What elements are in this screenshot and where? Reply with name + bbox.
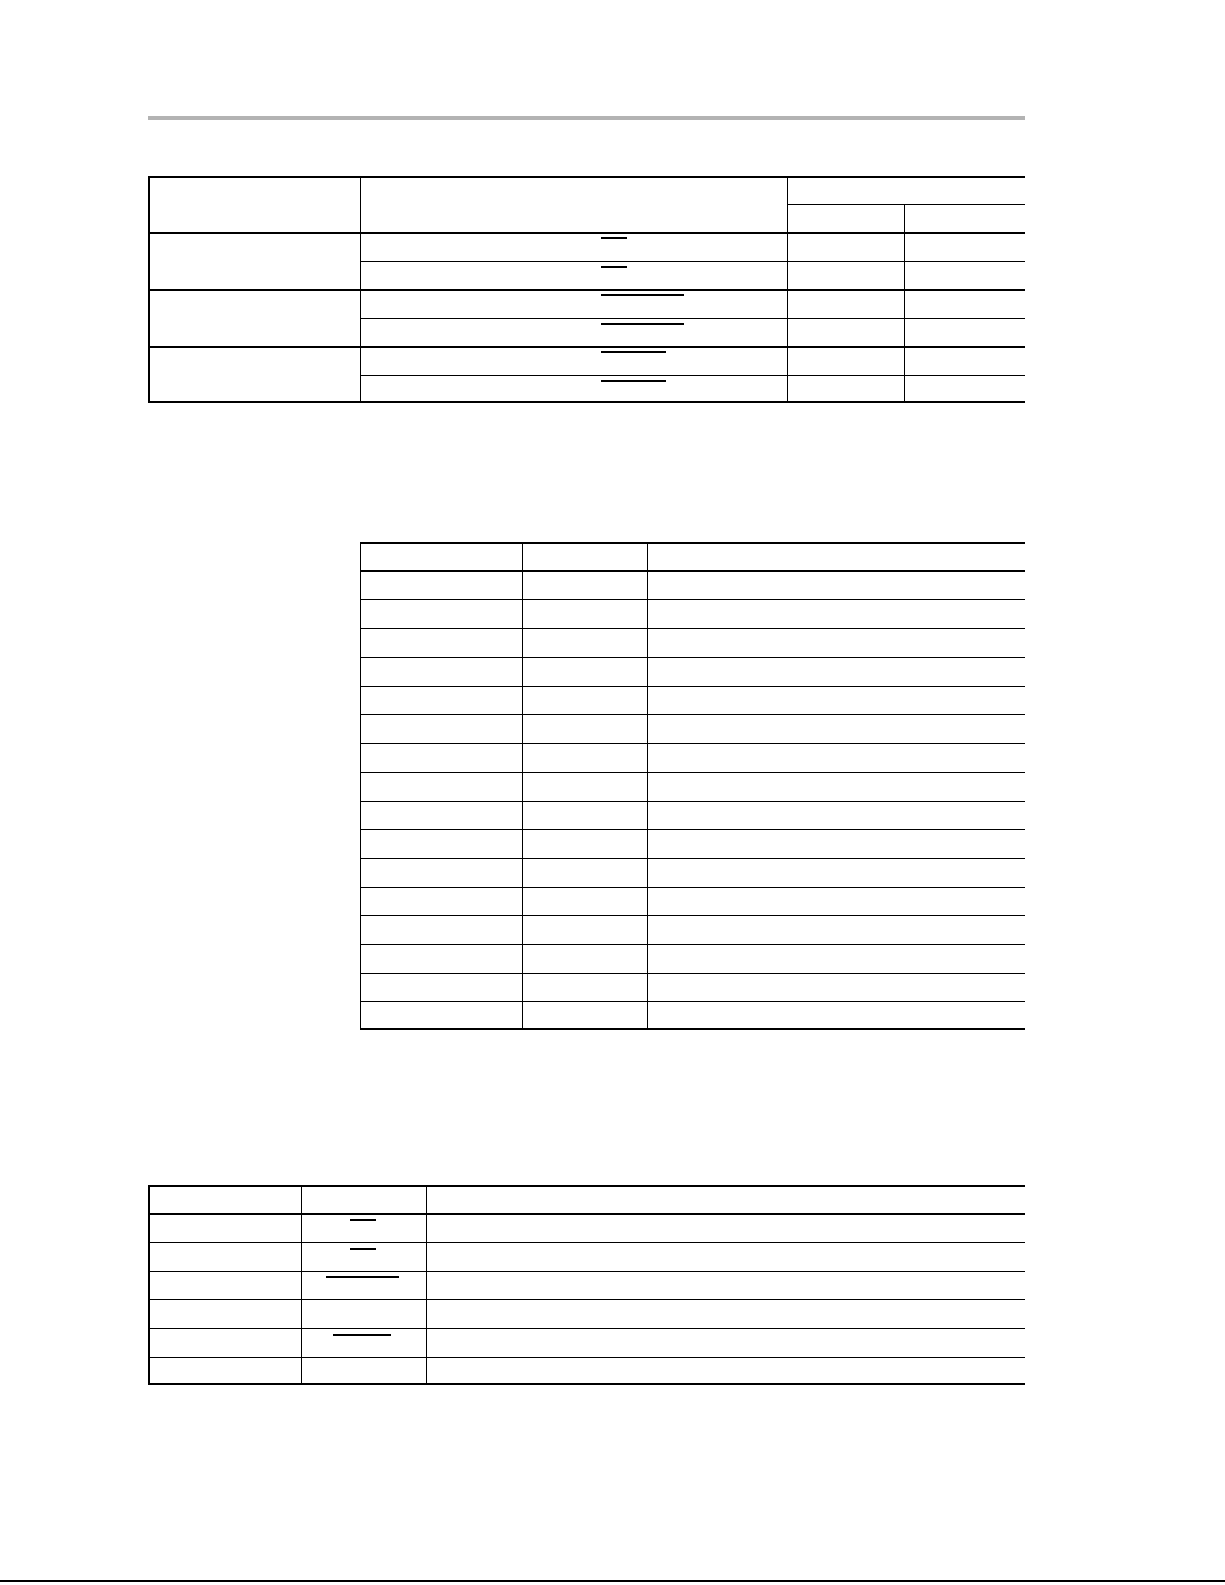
table-3-col-divider <box>426 1185 427 1385</box>
table-1-subheader-rule <box>788 204 1025 205</box>
table-1-header-bottom <box>148 232 1025 234</box>
table-2-header-bottom <box>360 570 1025 572</box>
table-3-row-rule <box>148 1271 1025 1272</box>
table-2-top-border <box>360 542 1025 544</box>
table-1-row-rule <box>360 318 1025 319</box>
table-1-group-rule <box>148 289 1025 291</box>
header-rule <box>148 116 1025 120</box>
table-2-bottom-border <box>360 1028 1025 1030</box>
active-low-overbar <box>601 351 666 353</box>
table-1-col-divider <box>360 176 361 403</box>
active-low-overbar <box>350 1248 376 1250</box>
active-low-overbar <box>350 1219 376 1221</box>
table-2-row-rule <box>360 657 1025 658</box>
table-3-row-rule <box>148 1242 1025 1243</box>
table-2-row-rule <box>360 743 1025 744</box>
table-2-row-rule <box>360 858 1025 859</box>
table-3-row-rule <box>148 1328 1025 1329</box>
table-2-row-rule <box>360 686 1025 687</box>
table-1-left-border <box>148 176 150 403</box>
active-low-overbar <box>601 294 684 296</box>
table-1-group-rule <box>148 346 1025 348</box>
table-3-left-border <box>148 1185 150 1385</box>
table-2-row-rule <box>360 599 1025 600</box>
active-low-overbar <box>601 380 666 382</box>
table-2-left-border <box>360 542 361 1030</box>
table-1-row-rule <box>360 261 1025 262</box>
table-3-bottom-border <box>148 1383 1025 1385</box>
table-1-row-rule <box>360 375 1025 376</box>
table-3-top-border <box>148 1185 1025 1187</box>
table-1-col-divider <box>787 176 788 403</box>
active-low-overbar <box>601 237 627 239</box>
table-3-row-rule <box>148 1299 1025 1300</box>
table-2-row-rule <box>360 801 1025 802</box>
table-1-col-divider <box>904 204 905 403</box>
table-2-col-divider <box>647 542 648 1030</box>
table-2-row-rule <box>360 915 1025 916</box>
table-2-row-rule <box>360 772 1025 773</box>
table-2-row-rule <box>360 1001 1025 1002</box>
table-3-header-bottom <box>148 1213 1025 1215</box>
active-low-overbar <box>601 323 684 325</box>
table-2-row-rule <box>360 628 1025 629</box>
footer-rule <box>0 1580 1225 1582</box>
table-2-row-rule <box>360 714 1025 715</box>
table-3-col-divider <box>301 1185 302 1385</box>
table-2-row-rule <box>360 973 1025 974</box>
active-low-overbar <box>601 266 627 268</box>
active-low-overbar <box>326 1276 399 1278</box>
table-1-bottom-border <box>148 401 1025 403</box>
table-1-top-border <box>148 176 1025 178</box>
table-2-row-rule <box>360 829 1025 830</box>
table-3-row-rule <box>148 1357 1025 1358</box>
table-2-row-rule <box>360 944 1025 945</box>
active-low-overbar <box>333 1334 391 1336</box>
table-2-row-rule <box>360 887 1025 888</box>
table-2-col-divider <box>522 542 523 1030</box>
